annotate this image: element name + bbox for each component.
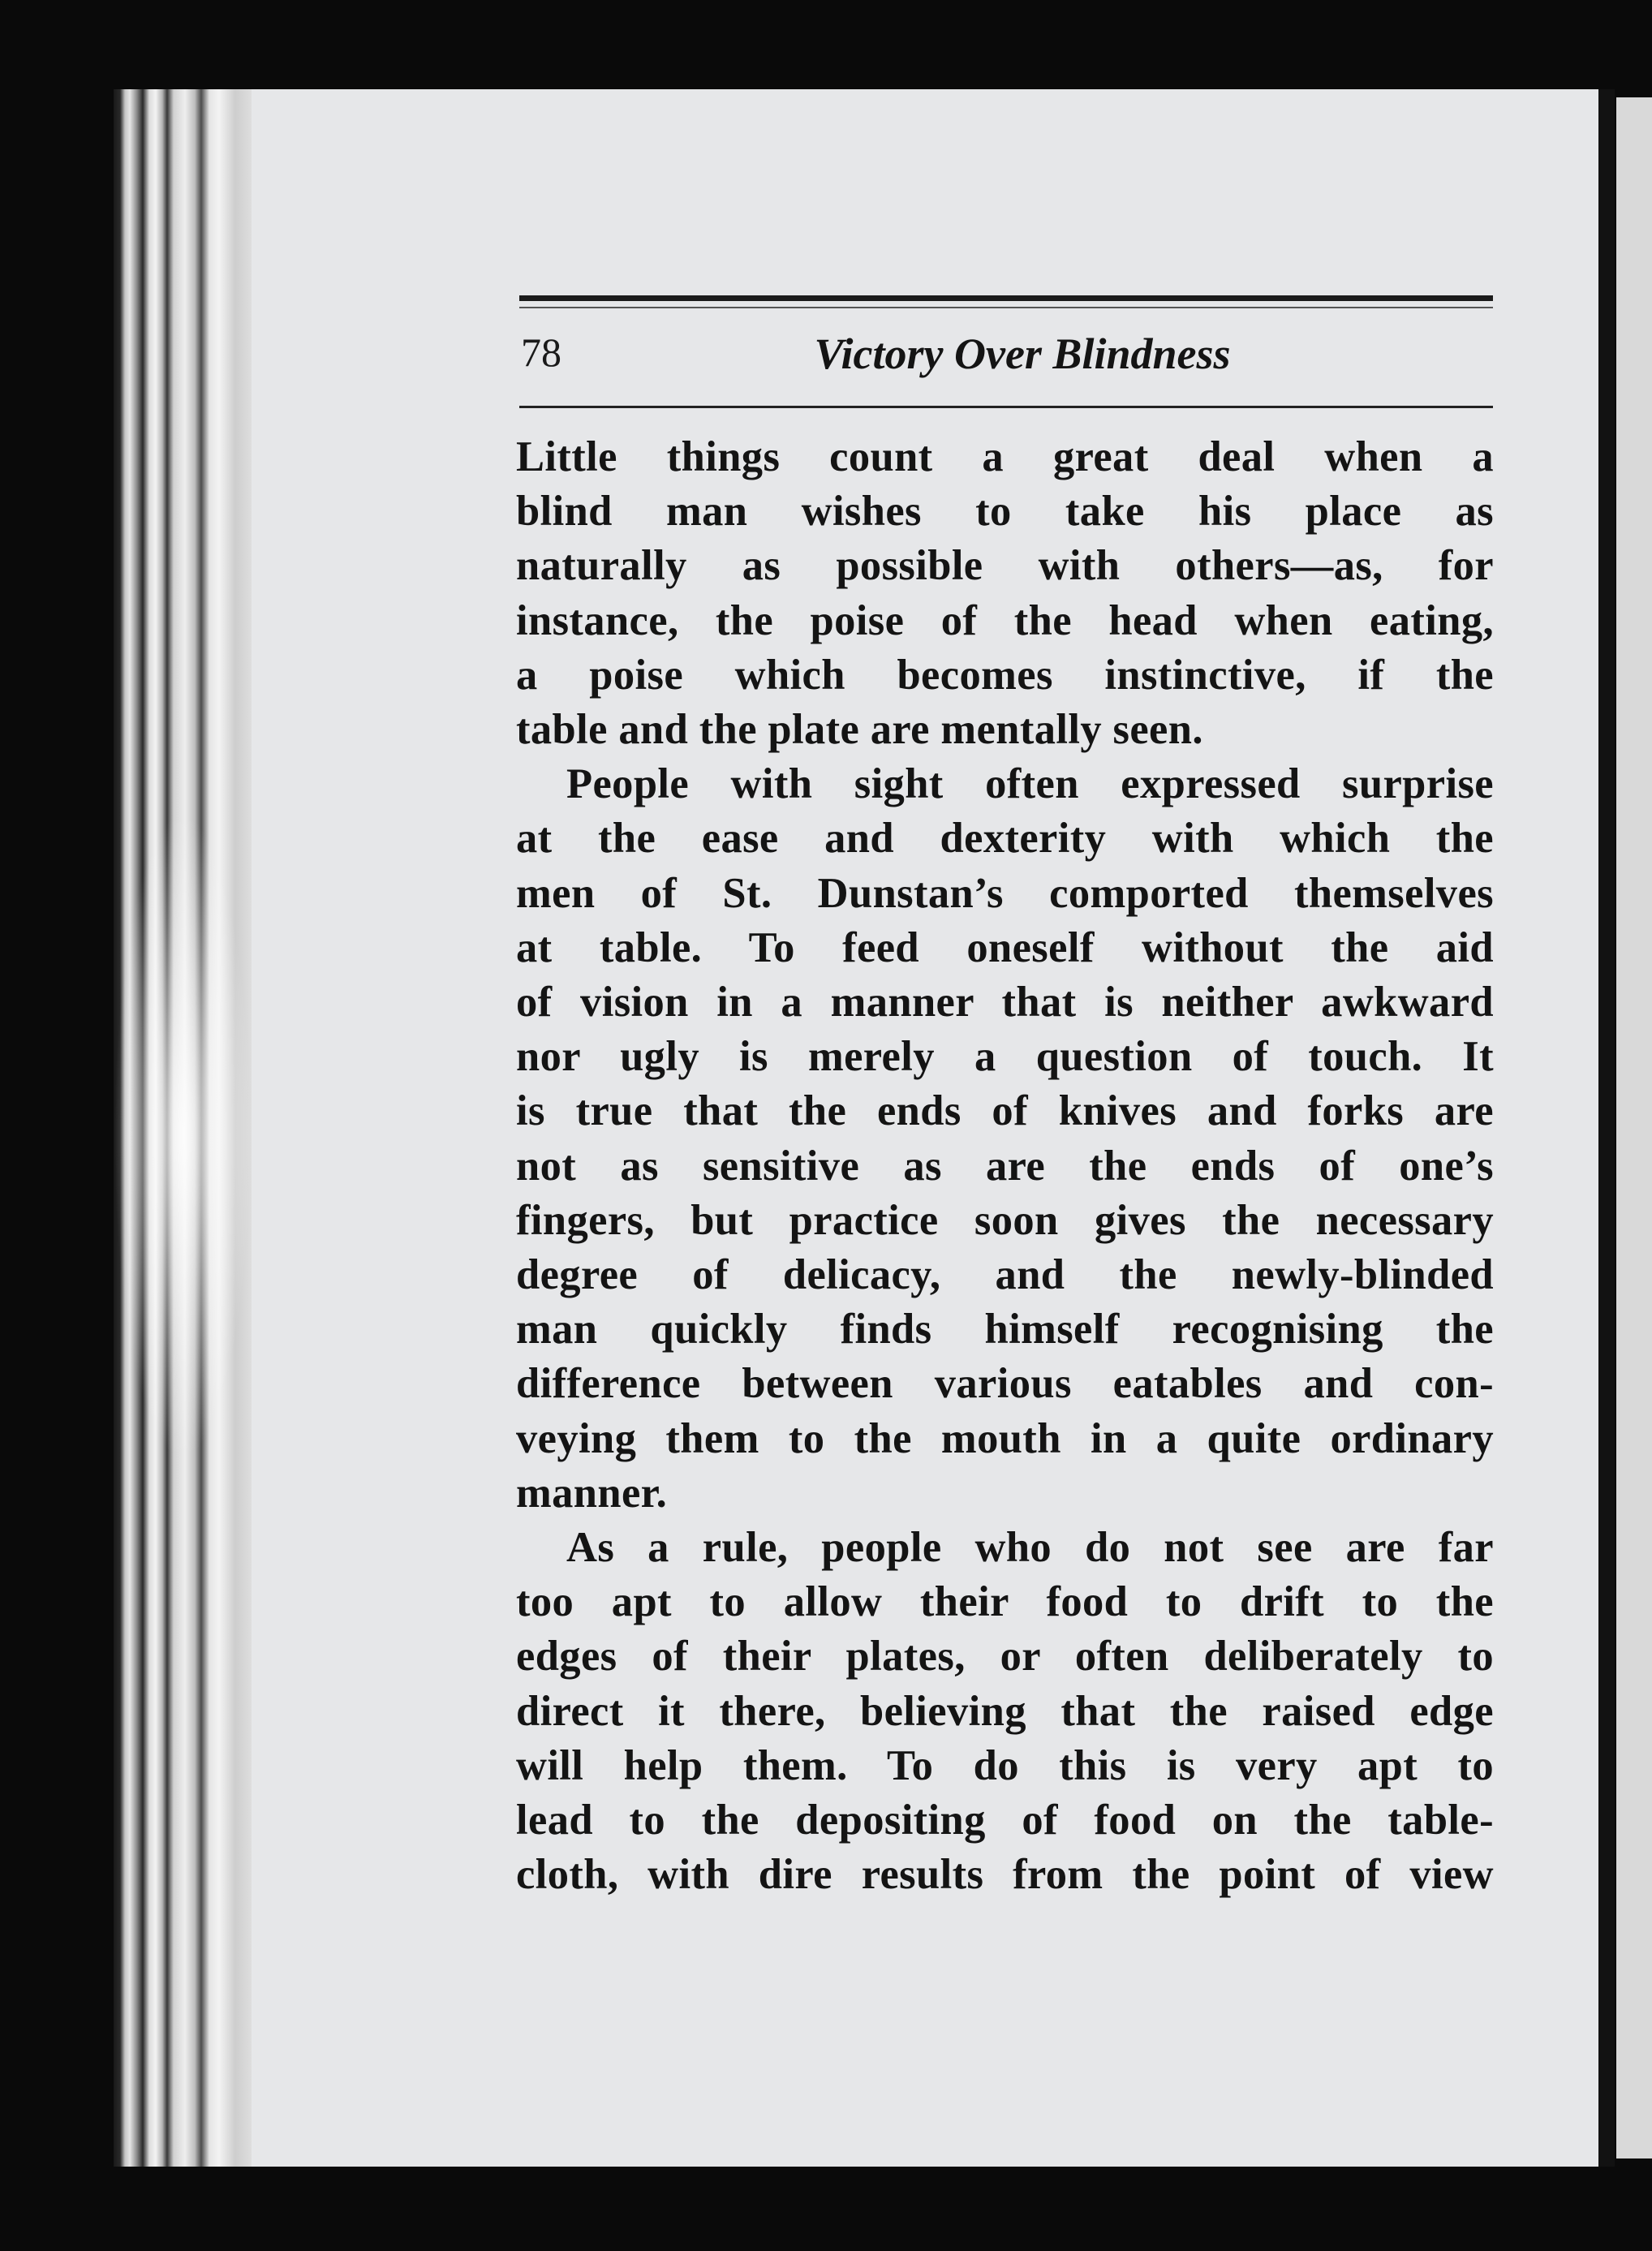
header-top-rule-thin [519, 307, 1493, 308]
text-line: not as sensitive as are the ends of one’s [516, 1142, 1494, 1190]
text-line: table and the plate are mentally seen. [516, 706, 1203, 754]
text-line: a poise which becomes instinctive, if the [516, 651, 1494, 699]
running-title: Victory Over Blindness [814, 329, 1231, 378]
text-line: at the ease and dexterity with which the [516, 815, 1494, 863]
header-top-rule [519, 295, 1493, 301]
text-line: men of St. Dunstan’s comported themselves [516, 869, 1494, 917]
text-line: nor ugly is merely a question of touch. It [516, 1033, 1494, 1081]
header-bottom-rule [519, 406, 1493, 408]
text-line: blind man wishes to take his place as [516, 488, 1494, 536]
body-text [516, 430, 1494, 1902]
text-line: cloth, with dire results from the point of view [516, 1851, 1494, 1899]
text-line: naturally as possible with others—as, for [516, 542, 1494, 590]
text-line: difference between various eatables and con- [516, 1360, 1494, 1408]
text-line: veying them to the mouth in a quite ordinary [516, 1414, 1494, 1462]
running-header [519, 329, 1493, 385]
gutter-glare [114, 811, 252, 1461]
text-line: man quickly finds himself recognising the [516, 1306, 1494, 1354]
page-edge-shadow [1598, 89, 1615, 2167]
paragraph [516, 430, 1494, 757]
text-line: manner. [516, 1469, 668, 1517]
text-line: is true that the ends of knives and forks are [516, 1087, 1494, 1135]
text-line: Little things count a great deal when a [516, 433, 1494, 480]
text-line: People with sight often expressed surprise [566, 760, 1494, 808]
text-line: As a rule, people who do not see are far [566, 1524, 1494, 1572]
text-line: at table. To feed oneself without the aid [516, 923, 1494, 971]
text-line: lead to the depositing of food on the table- [516, 1797, 1494, 1844]
text-line: too apt to allow their food to drift to the [516, 1578, 1494, 1626]
paragraph [516, 1521, 1494, 1902]
text-line: direct it there, believing that the raised edge [516, 1687, 1494, 1735]
text-line: fingers, but practice soon gives the necessary [516, 1196, 1494, 1244]
text-line: instance, the poise of the head when eating, [516, 596, 1494, 644]
paragraph [516, 757, 1494, 1521]
text-line: will help them. To do this is very apt to [516, 1741, 1494, 1789]
text-line: degree of delicacy, and the newly-blinded [516, 1251, 1494, 1299]
page-number: 78 [521, 329, 561, 375]
text-line: of vision in a manner that is neither awkward [516, 979, 1494, 1027]
text-line: edges of their plates, or often deliberately to [516, 1633, 1494, 1681]
facing-page-edge [1616, 97, 1652, 2158]
